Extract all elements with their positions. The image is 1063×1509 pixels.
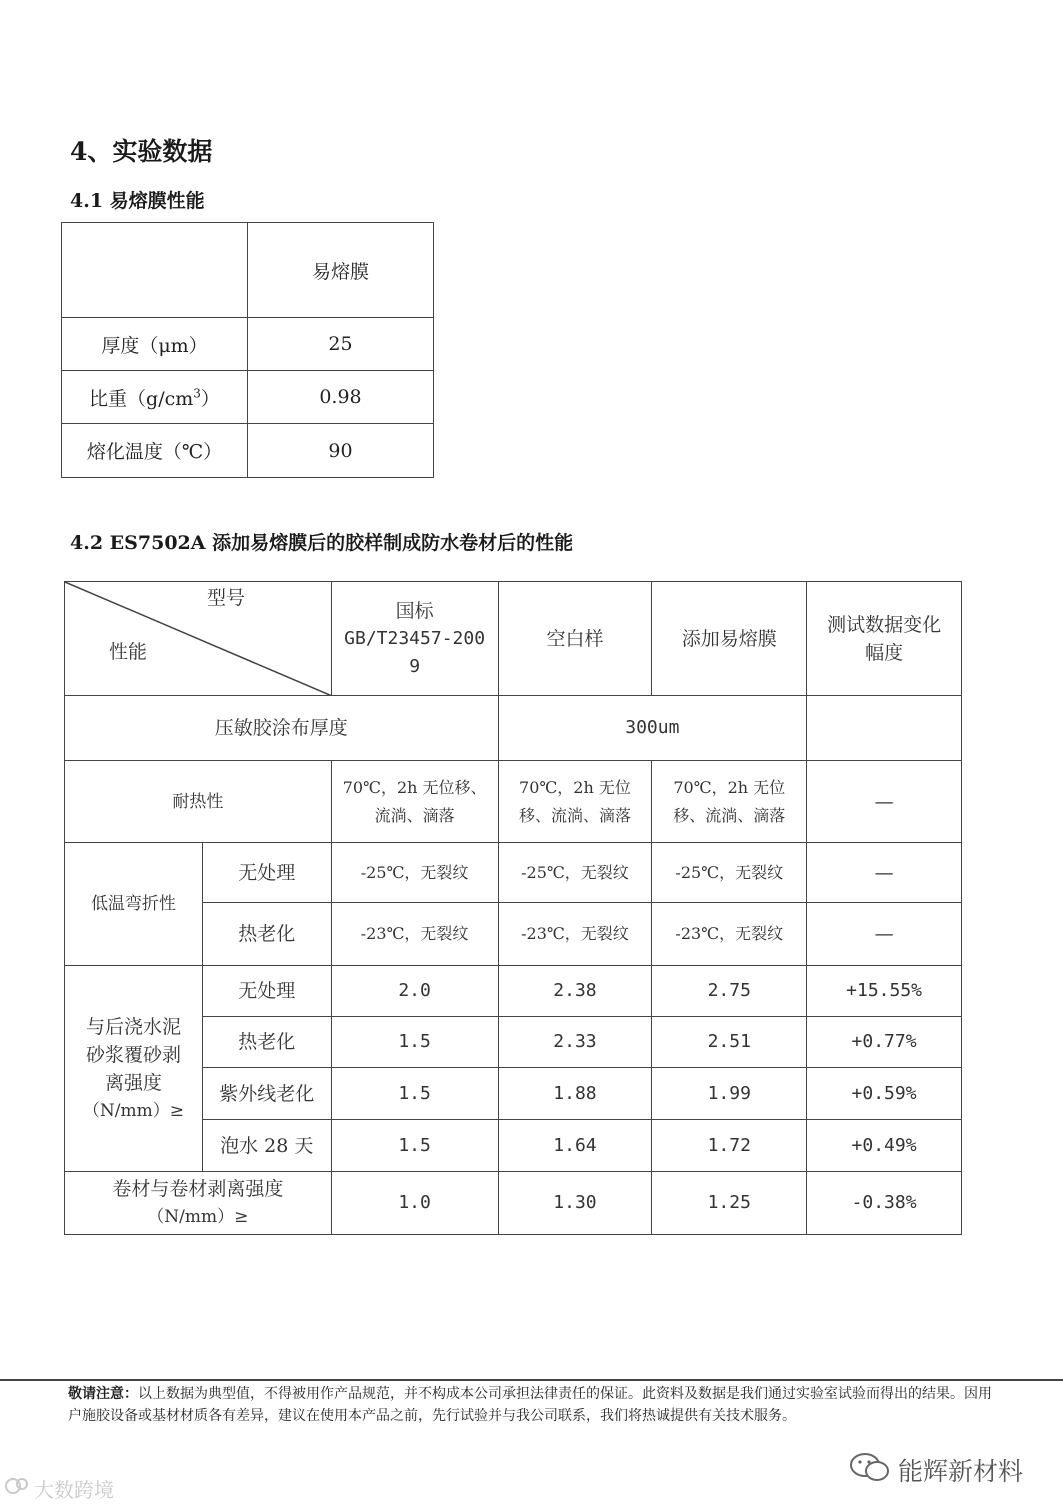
- coating-change: [807, 696, 962, 761]
- cell-blank: 1.64: [498, 1120, 652, 1172]
- watermark-right-text: 能辉新材料: [898, 1457, 1024, 1486]
- heat-change: —: [807, 761, 962, 843]
- low-temp-label: 低温弯折性: [65, 843, 203, 966]
- cell-added: 2.51: [652, 1017, 807, 1068]
- peel-label: 与后浇水泥 砂浆覆砂剥 离强度 （N/mm）≥: [65, 966, 203, 1172]
- cell-change: -0.38%: [807, 1172, 962, 1235]
- diag-bottom-label: 性能: [109, 641, 148, 663]
- cell-std: 1.5: [331, 1017, 498, 1068]
- cell-change: —: [807, 843, 962, 903]
- coating-value: 300um: [498, 696, 807, 761]
- heat-added: 70℃，2h 无位 移、流淌、滴落: [652, 761, 807, 843]
- heat-label: 耐热性: [65, 761, 332, 843]
- cell-added: -23℃，无裂纹: [652, 903, 807, 966]
- subsection-title-4-2: 4.2 ES7502A 添加易熔膜后的胶样制成防水卷材后的性能: [70, 532, 574, 554]
- cell-blank: -25℃，无裂纹: [498, 843, 652, 903]
- row-value: 90: [248, 424, 434, 478]
- section-title: 4、实验数据: [70, 137, 213, 166]
- table-row: [65, 966, 962, 1017]
- table-row: [62, 424, 434, 478]
- cell-std: 1.5: [331, 1068, 498, 1120]
- col-header-blank: 空白样: [498, 582, 652, 696]
- cell-std: 2.0: [331, 966, 498, 1017]
- cell-std: -25℃，无裂纹: [331, 843, 498, 903]
- coating-label: 压敏胶涂布厚度: [65, 696, 499, 761]
- table-row: [62, 371, 434, 424]
- sub-label: 无处理: [202, 843, 331, 903]
- footer-divider: [0, 1379, 1063, 1381]
- row-label: 熔化温度（℃）: [62, 424, 248, 478]
- waterproof-performance-table: [64, 581, 962, 1235]
- cell-change: +0.77%: [807, 1017, 962, 1068]
- film-properties-table: [61, 222, 434, 478]
- row-label: 厚度（μm）: [62, 318, 248, 371]
- col-header-added: 添加易熔膜: [652, 582, 807, 696]
- cell-change: —: [807, 903, 962, 966]
- cell-added: 2.75: [652, 966, 807, 1017]
- cell-change: +0.49%: [807, 1120, 962, 1172]
- cell-added: 1.72: [652, 1120, 807, 1172]
- wechat-icon: [848, 1450, 892, 1490]
- heat-std: 70℃，2h 无位移、 流淌、滴落: [331, 761, 498, 843]
- table-row: [65, 761, 962, 843]
- sub-label: 泡水 28 天: [202, 1120, 331, 1172]
- cell-blank: -23℃，无裂纹: [498, 903, 652, 966]
- cell-change: +15.55%: [807, 966, 962, 1017]
- col-header-national: 国标 GB/T23457-200 9: [331, 582, 498, 696]
- disclaimer-notice: [68, 1383, 993, 1427]
- cell-blank: 2.33: [498, 1017, 652, 1068]
- heat-blank: 70℃，2h 无位 移、流淌、滴落: [498, 761, 652, 843]
- cell-std: 1.5: [331, 1120, 498, 1172]
- diagonal-header-cell: [65, 582, 332, 696]
- disclaimer-text: 以上数据为典型值，不得被用作产品规范，并不构成本公司承担法律责任的保证。此资料及数据是我们通过实验室试验而得出的结果。因用户施胶设备或基材材质各有差异，建议在使用本产品之前，先行试验并与我公司联系，我们将热诚提供有关技术服务。: [68, 1386, 992, 1424]
- cell-added: 1.25: [652, 1172, 807, 1235]
- table-row: [62, 318, 434, 371]
- watermark-right: [848, 1450, 1023, 1490]
- diagonal-line: [65, 582, 332, 696]
- col-header-change: 测试数据变化 幅度: [807, 582, 962, 696]
- cell-added: -25℃，无裂纹: [652, 843, 807, 903]
- row-value: 25: [248, 318, 434, 371]
- watermark-left-text: 大数跨境: [34, 1478, 114, 1502]
- sheet-peel-label: 卷材与卷材剥离强度 （N/mm）≥: [65, 1172, 332, 1235]
- sub-label: 热老化: [202, 903, 331, 966]
- diag-top-label: 型号: [207, 587, 246, 609]
- cell-added: 1.99: [652, 1068, 807, 1120]
- watermark-left: [4, 1474, 114, 1503]
- sub-label: 无处理: [202, 966, 331, 1017]
- cell-blank: 2.38: [498, 966, 652, 1017]
- table-header-cell: 易熔膜: [248, 223, 434, 318]
- table-corner-cell: [62, 223, 248, 318]
- cell-change: +0.59%: [807, 1068, 962, 1120]
- disclaimer-label: 敬请注意：: [68, 1386, 138, 1402]
- sub-label: 热老化: [202, 1017, 331, 1068]
- table-row: [65, 696, 962, 761]
- cell-blank: 1.88: [498, 1068, 652, 1120]
- row-label: 比重$(g/cm^3)$: [62, 371, 248, 424]
- subsection-title-4-1: 4.1 易熔膜性能: [70, 190, 205, 212]
- sub-label: 紫外线老化: [202, 1068, 331, 1120]
- kuajing-logo-icon: [4, 1476, 30, 1501]
- cell-blank: 1.30: [498, 1172, 652, 1235]
- table-row: [65, 1172, 962, 1235]
- cell-std: 1.0: [331, 1172, 498, 1235]
- cell-std: -23℃，无裂纹: [331, 903, 498, 966]
- row-value: 0.98: [248, 371, 434, 424]
- table-row: [65, 843, 962, 903]
